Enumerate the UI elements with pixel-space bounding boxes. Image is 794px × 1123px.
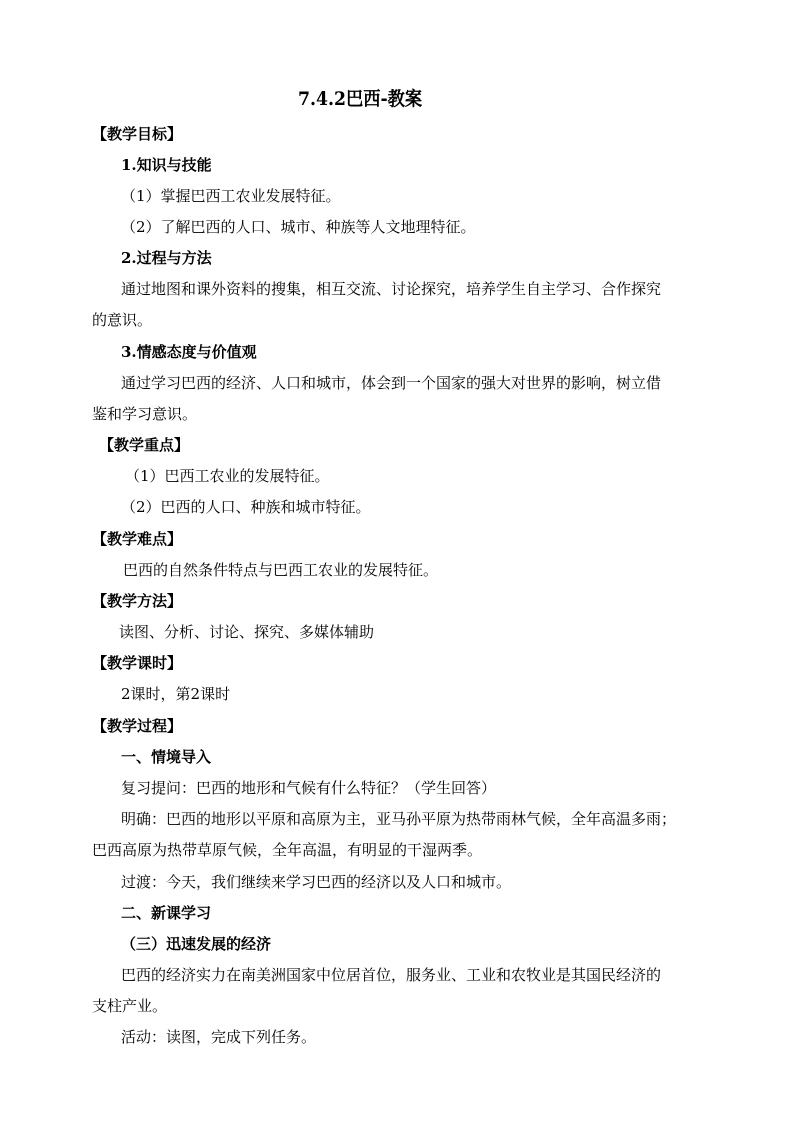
section-heading-process: 【教学过程】 [92,717,183,735]
key-point-2: （2）巴西的人口、种族和城市特征。 [121,498,371,516]
review-question: 复习提问：巴西的地形和气候有什么特征？（学生回答） [121,779,497,797]
hours-text: 2课时，第2课时 [121,685,231,703]
economy-paragraph-line-2: 支柱产业。 [92,997,168,1015]
section-heading-goals: 【教学目标】 [92,125,183,143]
answer-line-1: 明确：巴西的地形以平原和高原为主，亚马孙平原为热带雨林气候，全年高温多雨； [121,810,677,828]
section-heading-key-points: 【教学重点】 [99,436,190,454]
transition-text: 过渡：今天，我们继续来学习巴西的经济以及人口和城市。 [121,873,512,891]
section-heading-hours: 【教学课时】 [92,654,183,672]
document-title: 7.4.2巴西-教案 [298,88,423,110]
section-heading-methods: 【教学方法】 [92,592,183,610]
subheading-knowledge-skills: 1.知识与技能 [121,156,212,174]
difficulty-text: 巴西的自然条件特点与巴西工农业的发展特征。 [123,561,439,579]
section-heading-difficulties: 【教学难点】 [92,530,183,548]
attitude-paragraph-line-1: 通过学习巴西的经济、人口和城市，体会到一个国家的强大对世界的影响，树立借 [121,374,662,392]
activity-text: 活动：读图，完成下列任务。 [121,1028,317,1046]
attitude-paragraph-line-2: 鉴和学习意识。 [92,405,198,423]
economy-paragraph-line-1: 巴西的经济实力在南美洲国家中位居首位，服务业、工业和农牧业是其国民经济的 [121,966,662,984]
answer-line-2: 巴西高原为热带草原气候，全年高温，有明显的干湿两季。 [92,841,483,859]
goal-item-2: （2）了解巴西的人口、城市、种族等人文地理特征。 [121,218,476,236]
subheading-attitude-values: 3.情感态度与价值观 [121,343,257,361]
methods-text: 读图、分析、讨论、探究、多媒体辅助 [119,623,375,641]
subheading-economy: （三）迅速发展的经济 [121,935,272,953]
key-point-1: （1）巴西工农业的发展特征。 [125,467,330,485]
process-paragraph-line-2: 的意识。 [92,311,153,329]
subheading-new-lesson: 二、新课学习 [121,904,212,922]
subheading-process-method: 2.过程与方法 [121,249,212,267]
subheading-introduction: 一、情境导入 [121,748,212,766]
goal-item-1: （1）掌握巴西工农业发展特征。 [121,187,341,205]
process-paragraph-line-1: 通过地图和课外资料的搜集，相互交流、讨论探究，培养学生自主学习、合作探究 [121,280,662,298]
